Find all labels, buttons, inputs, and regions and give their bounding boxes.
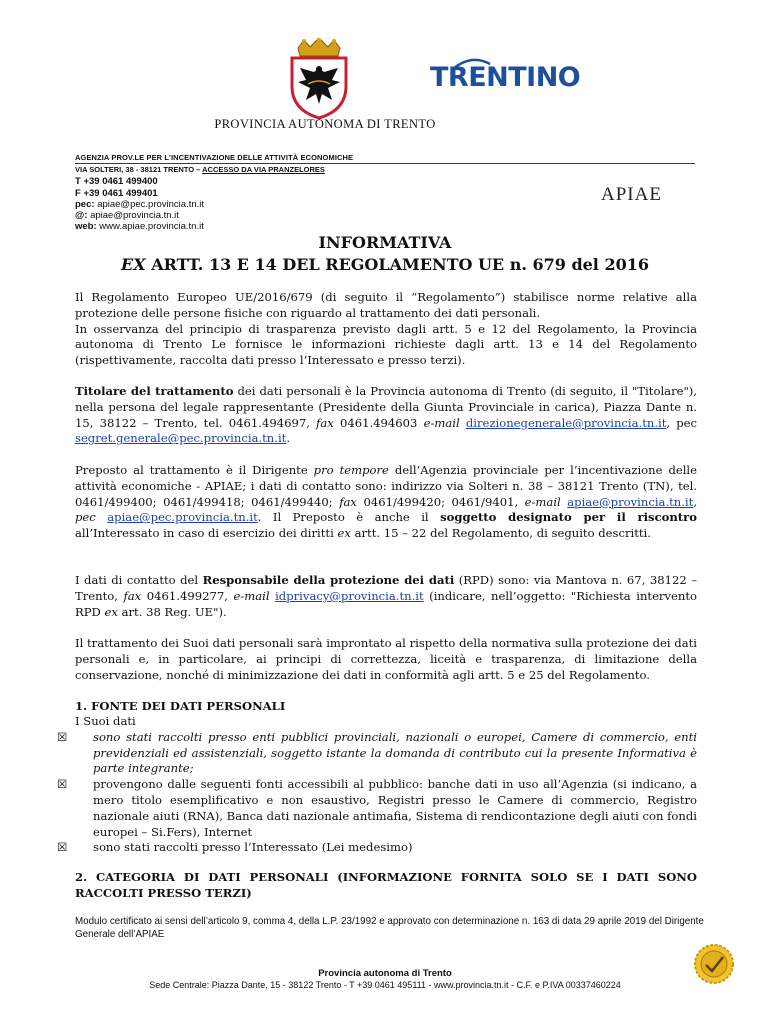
source-item-interested-party: ☒ sono stati raccolti presso l’Interessato (Lei medesimo): [57, 840, 413, 855]
contact-phone: T +39 0461 499400: [75, 176, 158, 187]
paragraph-transparency: In osservanza del principio di trasparenza previsto dagli artt. 5 e 12 del Regolamento, la Provincia autonoma di Trento Le fornisce le informazioni richieste dagli artt. 13 e 14 del Regolamento (rispettivamente, raccolta dati presso l’Interessato e presso terzi).: [75, 321, 697, 368]
paragraph-preposto: Preposto al trattamento è il Dirigente pro tempore dell’Agenzia provinciale per l’incentivazione delle attività economiche - APIAE; i dati di contatto sono: indirizzo via Solteri n. 38 – 38121 Trento (TN), tel. 0461/499400; 0461/499418; 0461/499440; fax 0461/499420; 0461/9401, e-mail apiae@provincia.tn.it, pec apiae@pec.provincia.tn.it. Il Preposto è anche il soggetto designato per il riscontro all’Interessato in caso di esercizio dei diritti ex artt. 15 – 22 del Regolamento, di seguito descritti.: [75, 463, 698, 541]
trentino-logo: TRENTINO: [430, 62, 581, 93]
apiae-logo: APIAE: [601, 184, 662, 205]
address-access: ACCESSO DA VIA PRANZELORES: [202, 165, 325, 174]
checkbox-checked-icon[interactable]: ☒: [57, 777, 68, 792]
footer-province: Provincia autonoma di Trento: [318, 968, 452, 979]
source-item-public-sources: ☒ provengono dalle seguenti fonti accessibili al pubblico: banche dati in uso all’Agenzia (si indicano, a mero titolo esemplificativo e non esaustivo, Registri presso le Camere di commercio, Registro nazionale aiuti (RNA), Banca dati nazionale antimafia, Sistema di rendicontazione degli aiuti con fondi europei – Si.Fers), Internet: [57, 777, 697, 839]
header-divider: [75, 163, 695, 164]
agency-name: AGENZIA PROV.LE PER L'INCENTIVAZIONE DELLE ATTIVITÀ ECONOMICHE: [75, 153, 354, 162]
email-apiae-link[interactable]: apiae@provincia.tn.it: [567, 494, 694, 509]
contact-pec: pec: apiae@pec.provincia.tn.it: [75, 199, 205, 210]
contact-fax: F +39 0461 499401: [75, 188, 158, 199]
coat-of-arms-logo: [286, 38, 352, 120]
section-1-content: [57, 714, 697, 856]
pec-segretgenerale-link[interactable]: segret.generale@pec.provincia.tn.it: [75, 431, 287, 446]
section-2-heading: 2. CATEGORIA DI DATI PERSONALI (INFORMAZIONE FORNITA SOLO SE I DATI SONO RACCOLTI PRESSO TERZI): [75, 870, 697, 900]
contact-web: web: www.apiae.provincia.tn.it: [75, 221, 204, 232]
checkbox-checked-icon[interactable]: ☒: [57, 729, 68, 744]
document-subtitle: EX ARTT. 13 E 14 DEL REGOLAMENTO UE n. 679 del 2016: [121, 255, 649, 274]
certification-note: Modulo certificato ai sensi dell’articolo 9, comma 4, della L.P. 23/1992 e approvato con determinazione n. 163 di data 29 aprile 2019 del Dirigente Generale dell’APIAE: [75, 916, 704, 940]
paragraph-regulation: Il Regolamento Europeo UE/2016/679 (di seguito il “Regolamento”) stabilisce norme relative alla protezione delle persone fisiche con riguardo al trattamento dei dati personali.: [75, 290, 697, 320]
province-name: PROVINCIA AUTONOMA DI TRENTO: [214, 117, 436, 131]
contact-mail: @: apiae@provincia.tn.it: [75, 210, 179, 221]
checkbox-checked-icon[interactable]: ☒: [57, 840, 68, 855]
document-title: INFORMATIVA: [318, 233, 452, 252]
section-1-intro: I Suoi dati: [75, 714, 136, 728]
section-1-heading: 1. FONTE DEI DATI PERSONALI: [75, 699, 286, 713]
source-item-public-bodies: ☒ sono stati raccolti presso enti pubblici provinciali, nazionali o europei, Camere di commercio, enti previdenziali ed assistenziali, soggetto istante la domanda di contributo cui la presente Informativa è parte integrante;: [57, 729, 697, 776]
address-text: VIA SOLTERI, 38 - 38121 TRENTO –: [75, 165, 203, 174]
paragraph-intro: [75, 290, 697, 369]
paragraph-principles: Il trattamento dei Suoi dati personali sarà improntato al rispetto della normativa sulla protezione dei dati personali e, in particolare, ai principi di correttezza, liceità e trasparenza, di limitazione della conservazione, nonché di minimizzazione dei dati in conformità agli artt. 5 e 25 del Regolamento.: [75, 636, 697, 682]
paragraph-titolare: Titolare del trattamento dei dati personali è la Provincia autonoma di Trento (di seguito, il "Titolare"), nella persona del legale rappresentante (Presidente della Giunta Provinciale in carica), Piazza Dante n. 15, 38122 – Trento, tel. 0461.494697, fax 0461.494603 e-mail direzionegenerale@provincia.tn.it, pec segret.generale@pec.provincia.tn.it.: [75, 384, 698, 446]
pec-apiae-link[interactable]: apiae@pec.provincia.tn.it: [107, 510, 258, 525]
agency-address: [75, 165, 325, 174]
paragraph-rpd: I dati di contatto del Responsabile della protezione dei dati (RPD) sono: via Mantova n. 67, 38122 – Trento, fax 0461.499277, e-mail idprivacy@provincia.tn.it (indicare, nell’oggetto: "Richiesta intervento RPD ex art. 38 Reg. UE").: [75, 573, 697, 619]
footer-address: Sede Centrale: Piazza Dante, 15 - 38122 Trento - T +39 0461 495111 - www.provincia.tn.it - C.F. e P.IVA 00337460224: [149, 980, 621, 990]
email-idprivacy-link[interactable]: idprivacy@provincia.tn.it: [275, 588, 424, 603]
email-direzionegenerale-link[interactable]: direzionegenerale@provincia.tn.it: [465, 415, 667, 430]
